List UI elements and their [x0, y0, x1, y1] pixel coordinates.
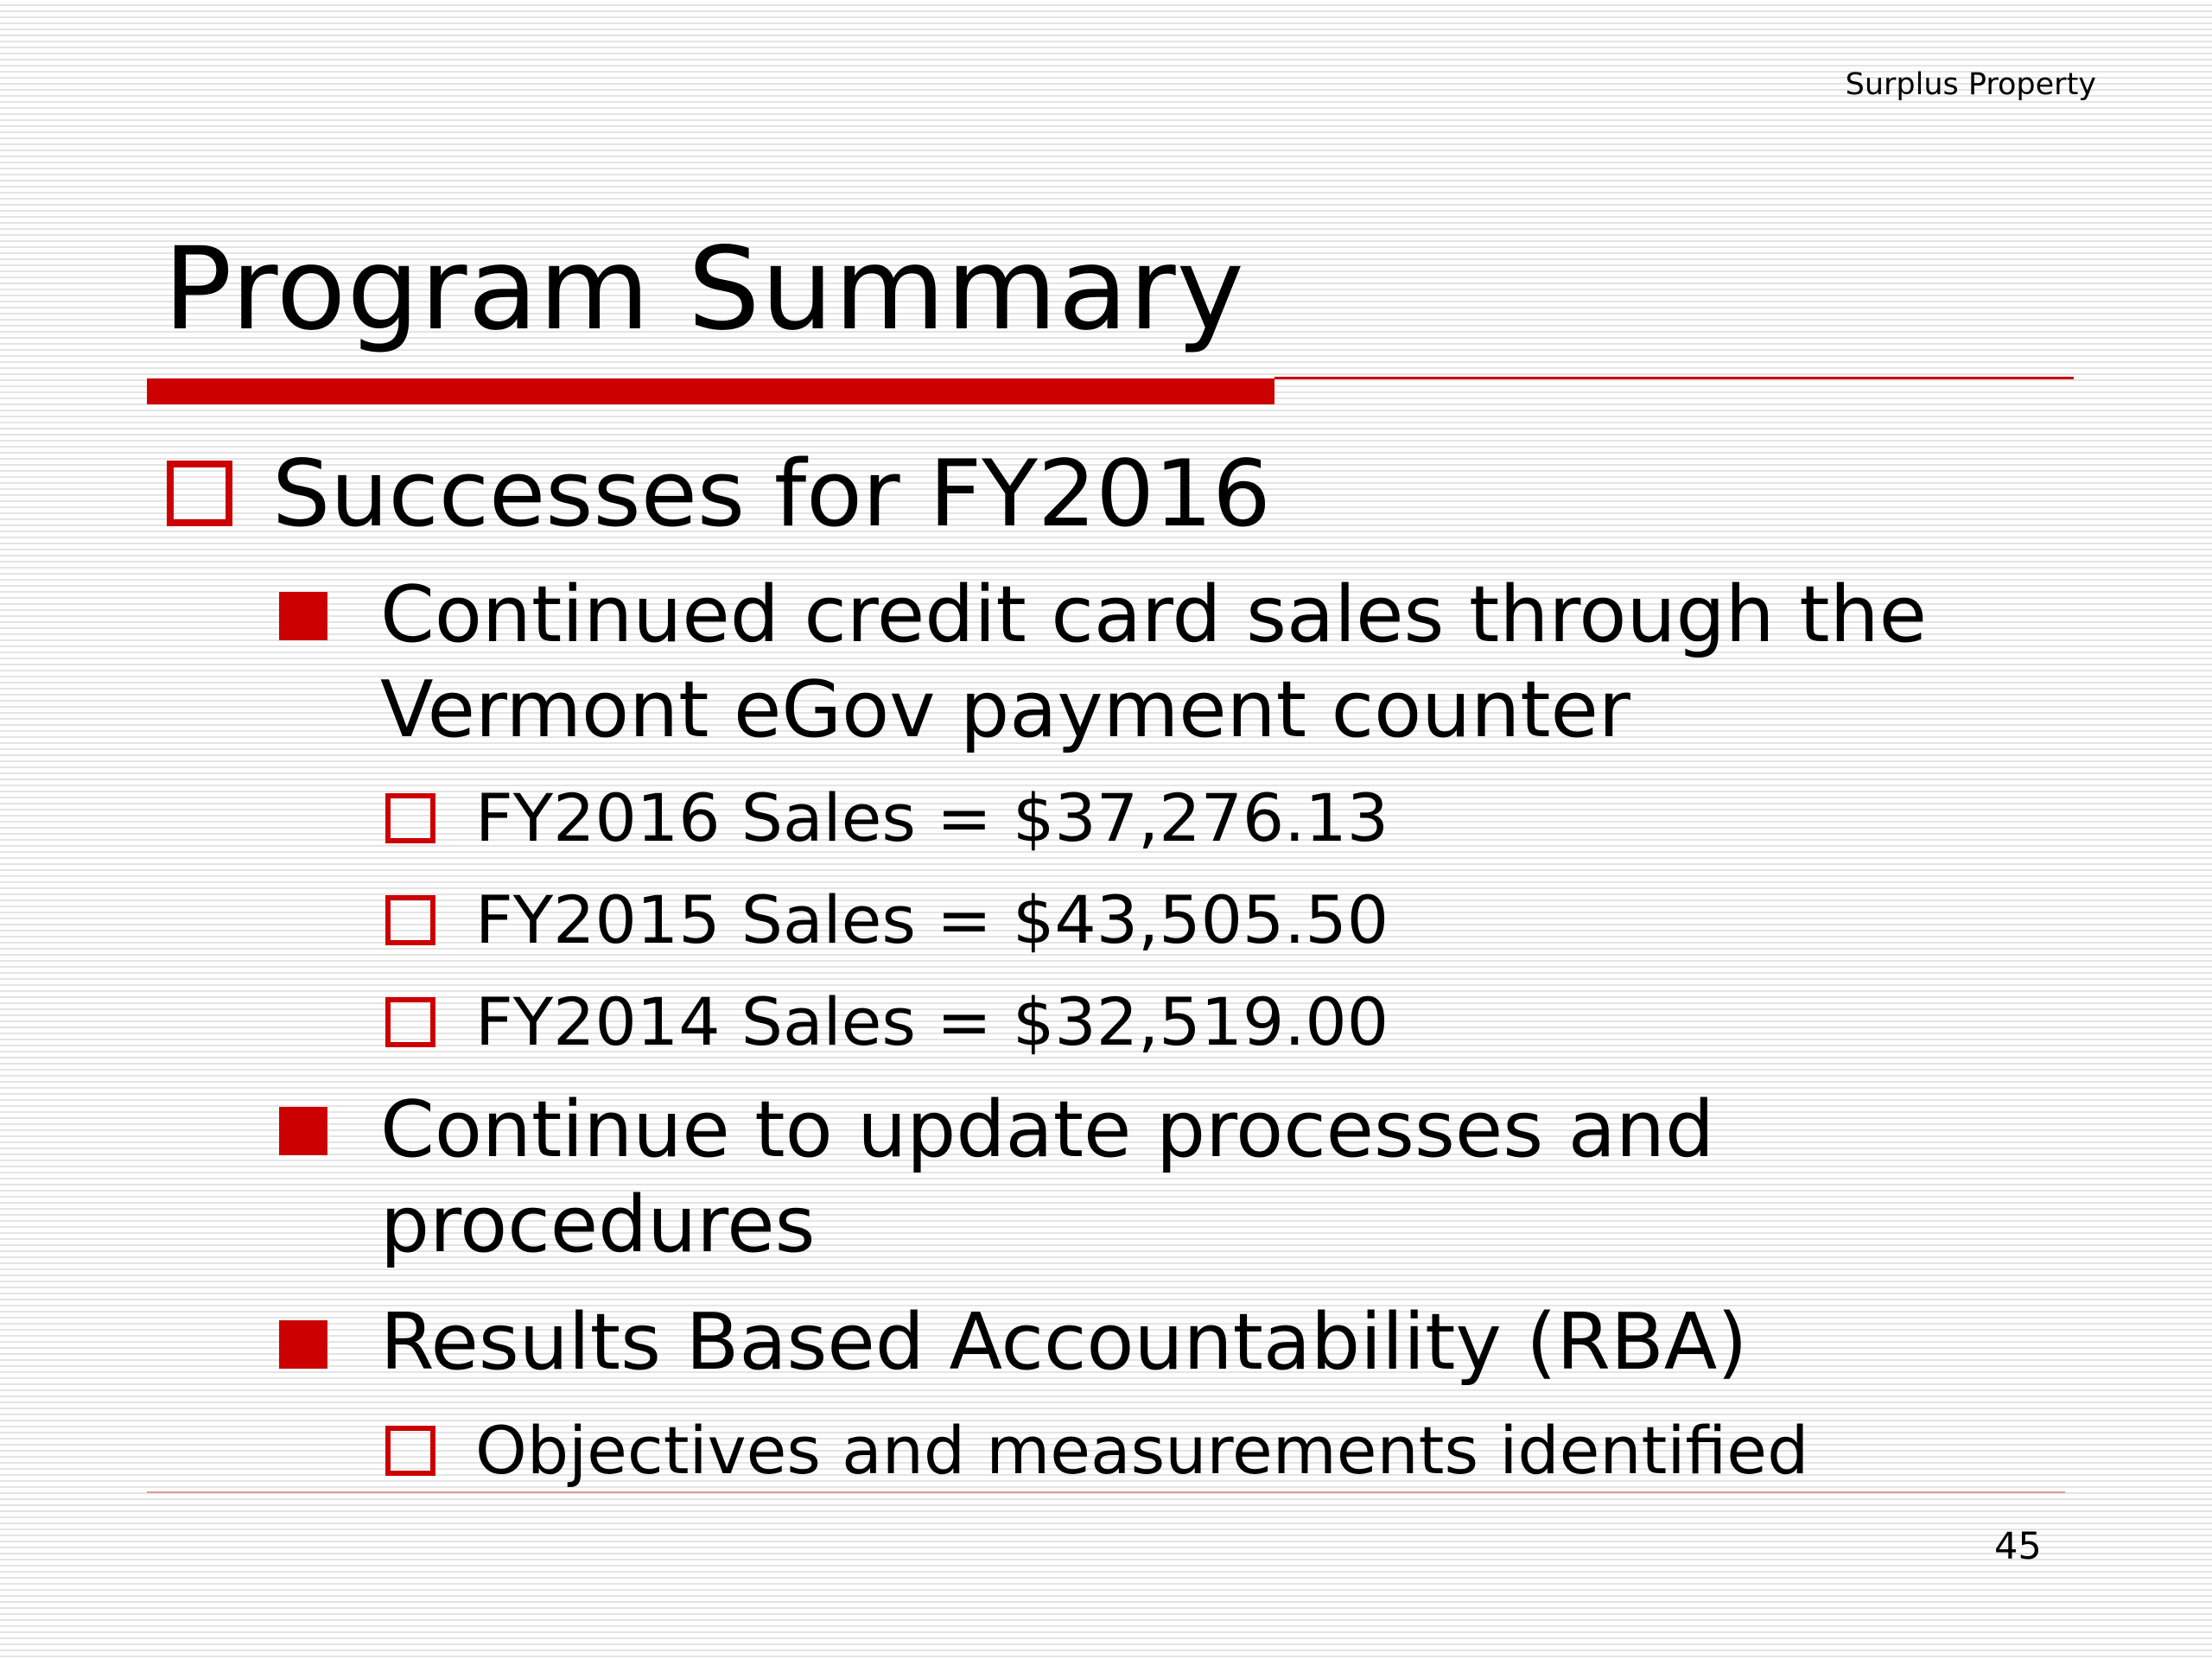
title-underline-thin — [1274, 377, 2074, 379]
hollow-square-bullet-icon — [385, 793, 435, 843]
page-number: 45 — [1994, 1525, 2042, 1568]
footer-divider — [147, 1491, 2065, 1493]
hollow-square-bullet-icon — [167, 461, 232, 526]
slide-header: Surplus Property — [1845, 67, 2096, 102]
sales-item-fy2016: FY2016 Sales = $37,276.13 — [475, 779, 1389, 856]
slide-title: Program Summary — [163, 223, 1245, 356]
sales-item-fy2014: FY2014 Sales = $32,519.00 — [475, 983, 1389, 1060]
rba-item-objectives: Objectives and measurements identified — [475, 1412, 1809, 1489]
hollow-square-bullet-icon — [385, 1426, 435, 1476]
bullet-rba: Results Based Accountability (RBA) — [380, 1297, 1748, 1388]
filled-square-bullet-icon — [279, 1107, 327, 1155]
filled-square-bullet-icon — [279, 1320, 327, 1369]
bullet-credit-card-line-1: Continued credit card sales through the — [380, 569, 1927, 660]
sales-item-fy2015: FY2015 Sales = $43,505.50 — [475, 881, 1389, 958]
hollow-square-bullet-icon — [385, 895, 435, 945]
bullet-successes-heading: Successes for FY2016 — [272, 441, 1271, 547]
filled-square-bullet-icon — [279, 592, 327, 640]
hollow-square-bullet-icon — [385, 997, 435, 1047]
title-underline-thick — [147, 378, 1274, 404]
bullet-processes-line-2: procedures — [380, 1179, 816, 1270]
bullet-processes-line-1: Continue to update processes and — [380, 1084, 1715, 1175]
bullet-credit-card-line-2: Vermont eGov payment counter — [380, 664, 1630, 755]
